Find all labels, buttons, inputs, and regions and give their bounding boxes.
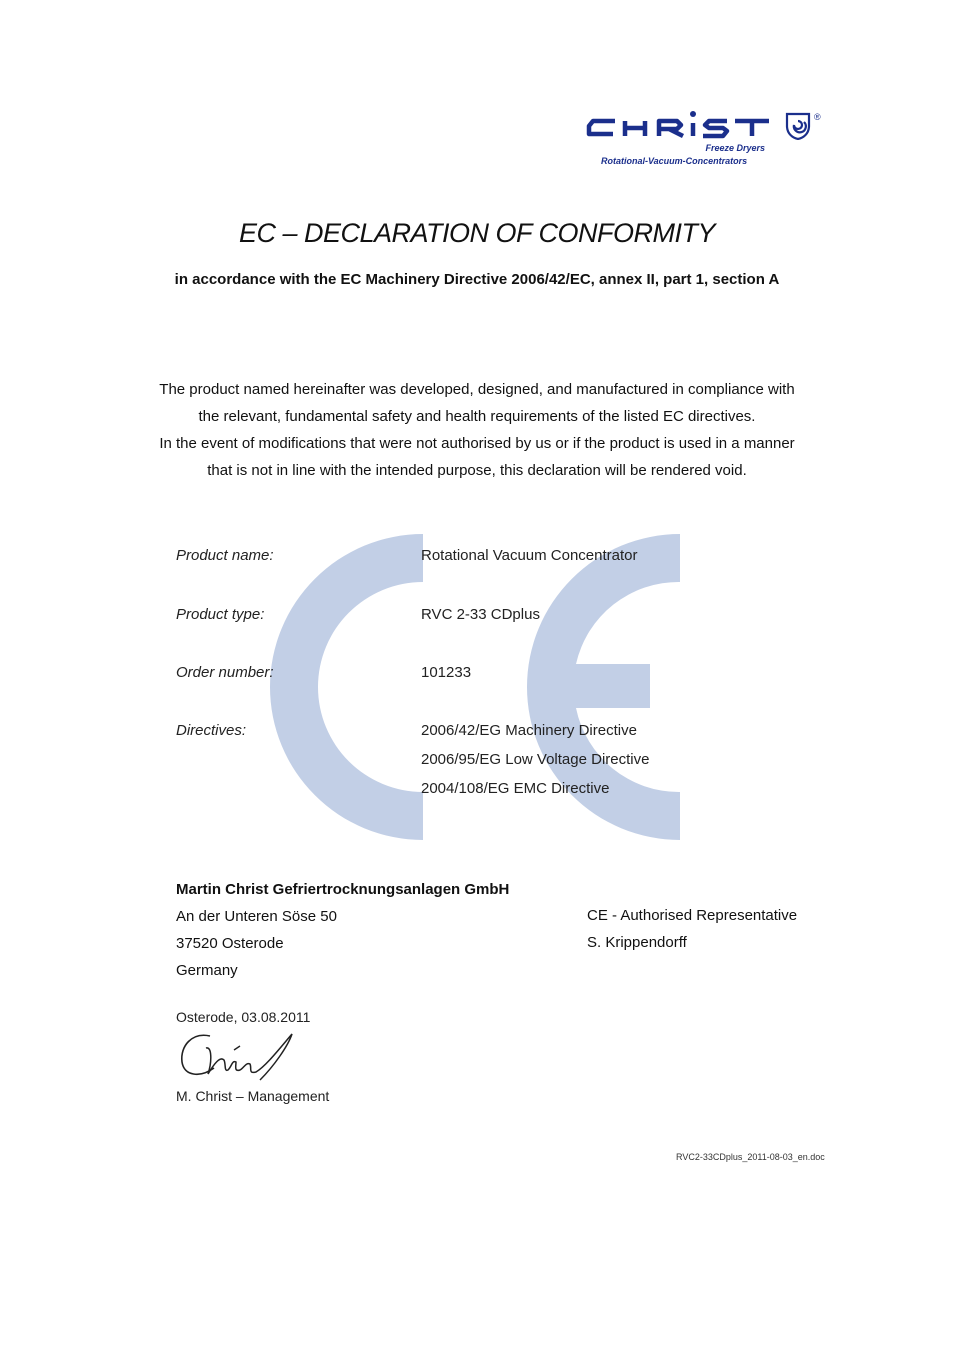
ce-letter-c: [270, 534, 423, 840]
directive-item: 2004/108/EG EMC Directive: [421, 780, 610, 797]
company-city: 37520 Osterode: [176, 935, 284, 952]
product-name-value: Rotational Vacuum Concentrator: [421, 547, 638, 564]
document-subtitle: in accordance with the EC Machinery Directive 2006/42/EC, annex II, part 1, section A: [174, 271, 780, 288]
representative-title: CE - Authorised Representative: [587, 907, 798, 924]
christ-logo-wordmark: [585, 110, 775, 142]
shield-icon: [785, 112, 811, 140]
company-name: Martin Christ Gefriertrocknungsanlagen GmbH: [176, 881, 510, 898]
authorised-representative: [587, 902, 797, 956]
intro-line: The product named hereinafter was developed, designed, and manufactured in compliance with: [159, 381, 795, 398]
order-number-label: Order number:: [176, 664, 274, 681]
company-country: Germany: [176, 962, 238, 979]
signer-name: M. Christ – Management: [176, 1088, 330, 1104]
directives-label: Directives:: [176, 722, 247, 739]
intro-line: that is not in line with the intended purpose, this declaration will be rendered void.: [207, 462, 747, 479]
representative-name: S. Krippendorff: [587, 934, 687, 951]
document-reference: RVC2-33CDplus_2011-08-03_en.doc: [676, 1152, 825, 1162]
intro-paragraph: [120, 376, 834, 484]
product-type-value: RVC 2-33 CDplus: [421, 606, 540, 623]
logo-tagline-freeze-dryers: Freeze Dryers: [705, 143, 765, 153]
directive-item: 2006/42/EG Machinery Directive: [421, 722, 637, 739]
product-type-label: Product type:: [176, 606, 265, 623]
company-logo: [585, 110, 825, 170]
order-number-value: 101233: [421, 664, 472, 681]
product-name-label: Product name:: [176, 547, 274, 564]
place-date: Osterode, 03.08.2011: [176, 1009, 311, 1025]
company-street: An der Unteren Söse 50: [176, 908, 337, 925]
directive-item: 2006/95/EG Low Voltage Directive: [421, 751, 650, 768]
handwritten-signature: [170, 1026, 310, 1086]
registered-mark: ®: [814, 112, 821, 122]
intro-line: the relevant, fundamental safety and health requirements of the listed EC directives.: [198, 408, 756, 425]
company-address: [176, 876, 509, 984]
document-title: EC – DECLARATION OF CONFORMITY: [238, 218, 716, 248]
logo-tagline-rvc: Rotational-Vacuum-Concentrators: [601, 156, 748, 166]
intro-line: In the event of modifications that were not authorised by us or if the product is used in a manner: [159, 435, 795, 452]
